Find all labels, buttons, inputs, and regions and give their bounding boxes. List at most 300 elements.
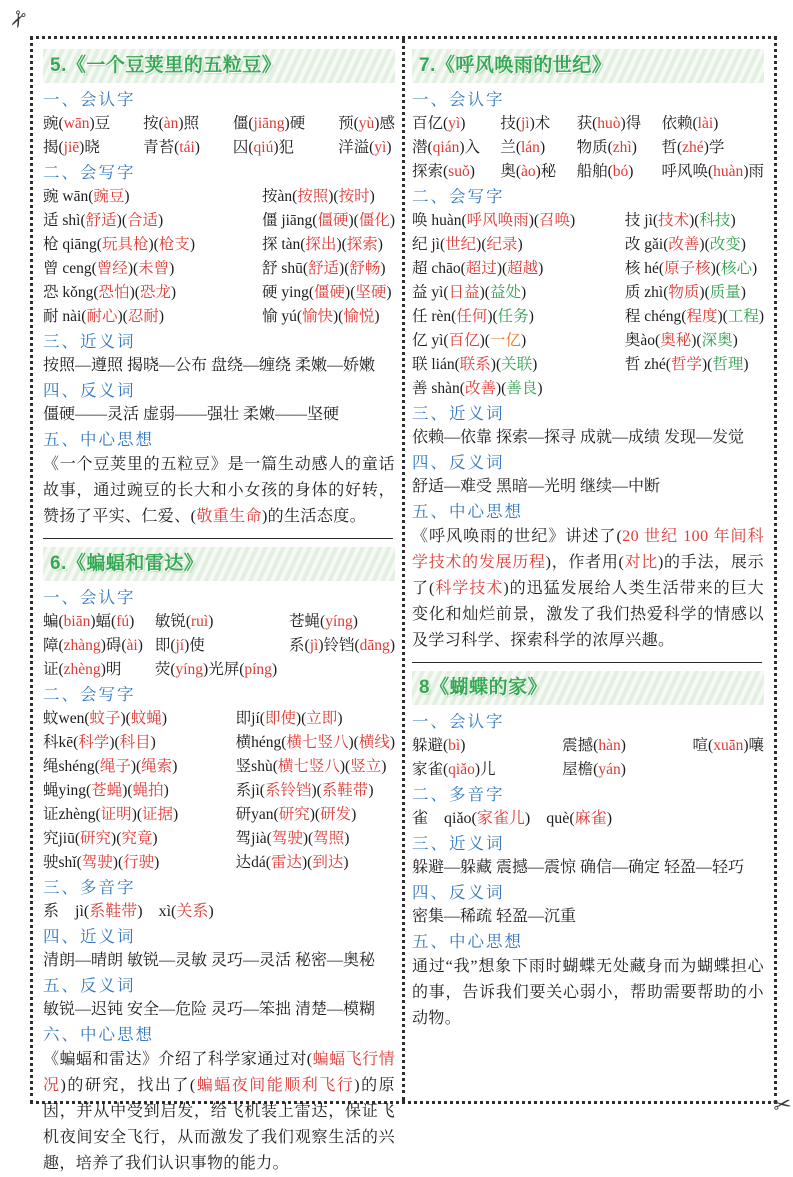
- subsection-heading: 二、会写字: [43, 685, 136, 704]
- word-pairs-line: [412, 856, 764, 880]
- vocab-item: [43, 610, 143, 634]
- text-segment: biān: [63, 613, 91, 630]
- subsection-heading: 四、反义词: [43, 381, 136, 400]
- text-segment: 蚊wen(: [43, 710, 90, 727]
- right-column: [406, 47, 770, 1097]
- text-segment: ruì: [190, 613, 209, 630]
- text-segment: )硬: [284, 115, 306, 132]
- text-segment: 呼风唤(: [661, 163, 714, 180]
- text-segment: )儿: [474, 761, 496, 778]
- text-segment: ): [170, 284, 177, 301]
- text-segment: )(: [717, 308, 728, 325]
- text-segment: 未曾: [138, 260, 170, 277]
- text-segment: 百亿: [448, 332, 480, 349]
- text-segment: 恐 kǒng(: [43, 284, 99, 301]
- text-segment: yù: [358, 115, 375, 132]
- text-segment: 震撼(: [562, 737, 599, 754]
- text-segment: ào: [521, 163, 536, 180]
- subsection-heading: 三、多音字: [43, 878, 136, 897]
- text-segment: 行驶: [123, 854, 155, 871]
- vocab-item: [412, 136, 480, 160]
- text-segment: 科学技术: [434, 580, 504, 597]
- text-segment: 系鞋带: [321, 782, 369, 799]
- summary-paragraph: [412, 954, 764, 1032]
- vocab-item: [155, 658, 277, 682]
- text-segment: 驶shǐ(: [43, 854, 82, 871]
- text-segment: )豆: [89, 115, 111, 132]
- text-segment: 蚊蝇: [130, 710, 162, 727]
- vocab-item: [262, 233, 395, 257]
- text-segment: 质 zhì(: [624, 284, 669, 301]
- vocab-item: [43, 658, 143, 682]
- text-segment: 硬 ying(: [261, 284, 315, 301]
- text-segment: qiǎo: [448, 761, 475, 778]
- text-segment: suǒ: [448, 163, 470, 180]
- text-segment: ) xì(: [137, 903, 177, 920]
- text-segment: 绳子: [99, 758, 131, 775]
- text-segment: 竖shù(: [235, 758, 278, 775]
- text-segment: 改善: [464, 380, 496, 397]
- text-segment: 程度: [686, 308, 718, 325]
- text-segment: 纪录: [486, 236, 518, 253]
- text-segment: ): [169, 260, 175, 277]
- text-segment: 揭(: [43, 139, 64, 156]
- text-segment: 耐 nài(: [43, 308, 87, 325]
- text-segment: 任务: [497, 308, 529, 325]
- text-segment: 探索: [346, 236, 378, 253]
- text-segment: 改变: [709, 236, 741, 253]
- text-segment: 奥秘: [660, 332, 692, 349]
- vocab-item: [562, 758, 626, 782]
- text-segment: ): [730, 212, 736, 229]
- text-segment: ): [129, 613, 135, 630]
- text-segment: ): [389, 734, 395, 751]
- vocab-grid: [43, 185, 395, 329]
- scissors-icon-top-left: ✂: [2, 5, 33, 33]
- vocab-item: [562, 734, 626, 758]
- vocab-item: [412, 257, 575, 281]
- vocab-item: [625, 257, 764, 281]
- vocab-item: [43, 281, 195, 305]
- text-segment: ): [344, 830, 350, 847]
- text-segment: 关系: [176, 903, 209, 920]
- text-segment: 苍蝇(: [289, 613, 326, 630]
- text-segment: )(: [479, 284, 490, 301]
- text-segment: àn: [163, 115, 179, 132]
- vocab-item: [262, 185, 395, 209]
- vocab-item: [693, 734, 764, 758]
- text-segment: 证zhèng(: [43, 806, 101, 823]
- text-segment: 舒适—难受 黑暗—光明 继续—中断: [412, 478, 661, 495]
- text-segment: 改 gǎi(: [624, 236, 669, 253]
- text-segment: 探出: [305, 236, 337, 253]
- text-segment: 程 chéng(: [624, 308, 687, 325]
- vocab-item: [500, 160, 556, 184]
- text-segment: 绳shéng(: [43, 758, 100, 775]
- text-segment: ): [208, 613, 214, 630]
- vocab-item: [338, 136, 395, 160]
- vocab-grid: [43, 610, 395, 682]
- text-segment: zhì: [612, 139, 632, 156]
- vocab-item: [262, 305, 395, 329]
- text-segment: )，作者用(: [545, 554, 625, 571]
- vocab-item: [625, 209, 764, 233]
- text-segment: 技 jì(: [624, 212, 659, 229]
- summary-paragraph: [43, 452, 395, 530]
- vocab-item: [625, 329, 764, 353]
- text-segment: jiē: [63, 139, 80, 156]
- text-segment: ): [532, 356, 538, 373]
- vocab-grid: [412, 734, 764, 782]
- text-segment: 亿 yì(: [412, 332, 449, 349]
- vocab-item: [43, 634, 143, 658]
- vocab-item: [43, 136, 110, 160]
- text-segment: ): [158, 212, 164, 229]
- text-segment: lán: [521, 139, 540, 156]
- text-segment: )(: [710, 260, 721, 277]
- text-segment: 任 rèn(: [412, 308, 457, 325]
- vocab-item: [43, 707, 178, 731]
- vocab-item: [662, 160, 764, 184]
- text-segment: 20 世纪 100 年间科学技术的发展历程: [412, 528, 765, 571]
- text-segment: ): [271, 661, 278, 678]
- vocab-item: [236, 779, 395, 803]
- vocab-item: [143, 112, 200, 136]
- text-segment: 僵 jiāng(: [261, 212, 318, 229]
- text-segment: 躲避(: [412, 737, 449, 754]
- text-segment: 科kē(: [43, 734, 79, 751]
- word-pairs-line: [412, 426, 764, 450]
- text-segment: 横héng(: [235, 734, 287, 751]
- vocab-item: [412, 329, 575, 353]
- vocab-item: [155, 634, 277, 658]
- text-segment: ): [137, 637, 143, 654]
- text-segment: )(: [528, 212, 540, 229]
- text-segment: )(: [333, 308, 344, 325]
- text-segment: )(: [117, 308, 128, 325]
- text-segment: 即使: [264, 710, 296, 727]
- text-segment: 究jiū(: [43, 830, 81, 847]
- text-segment: 囚(: [232, 139, 254, 156]
- vocab-item: [43, 185, 195, 209]
- text-segment: 船舶(: [576, 163, 613, 180]
- text-segment: yán: [598, 761, 621, 778]
- vocab-item: [233, 136, 305, 160]
- vocab-grid: [43, 112, 395, 160]
- text-segment: 蝙(: [43, 613, 64, 630]
- text-segment: )的迅猛发展给人类生活带来的巨大变化和灿烂前景，激发了我们热爱科学的情感以及学习科学、探索科学的浓厚兴趣。: [412, 580, 764, 649]
- text-segment: píng: [244, 661, 272, 678]
- text-segment: 潜(: [412, 139, 433, 156]
- text-segment: 深奥: [701, 332, 733, 349]
- text-segment: ): [539, 139, 546, 156]
- text-segment: 对比: [624, 554, 659, 571]
- text-segment: ): [163, 782, 169, 799]
- subsection-heading: 三、近义词: [412, 404, 505, 423]
- text-segment: ): [743, 356, 749, 373]
- summary-paragraph: [412, 524, 764, 654]
- word-pairs-line: [43, 354, 395, 378]
- text-segment: 曾 ceng(: [43, 260, 97, 277]
- text-segment: )(: [699, 284, 710, 301]
- word-pairs-line: [43, 949, 395, 973]
- subsection-heading: 四、反义词: [412, 883, 505, 902]
- vocab-item: [262, 281, 395, 305]
- subsection-heading: 一、会认字: [43, 588, 136, 607]
- vocab-item: [43, 305, 195, 329]
- text-segment: )(: [689, 212, 700, 229]
- text-segment: ): [740, 236, 746, 253]
- text-segment: yíng: [325, 613, 353, 630]
- text-segment: 忍耐: [127, 308, 159, 325]
- text-segment: 哲 zhé(: [624, 356, 671, 373]
- text-segment: )晓: [79, 139, 100, 156]
- text-segment: 奥ào(: [624, 332, 661, 349]
- text-segment: ): [460, 115, 466, 132]
- text-segment: jí: [175, 637, 185, 654]
- text-segment: ): [374, 308, 380, 325]
- section-divider: [43, 538, 393, 539]
- text-segment: 即jí(: [235, 710, 265, 727]
- text-segment: )(: [311, 782, 322, 799]
- text-segment: ): [381, 758, 387, 775]
- text-segment: ): [351, 806, 357, 823]
- text-segment: )(: [131, 806, 143, 823]
- vocab-item: [43, 112, 110, 136]
- text-segment: )(: [116, 212, 127, 229]
- text-segment: lài: [697, 115, 714, 132]
- text-segment: )(: [490, 356, 502, 373]
- text-segment: 百亿(: [412, 115, 449, 132]
- vocab-item: [43, 257, 195, 281]
- column-divider: [402, 39, 405, 1101]
- text-segment: 青苔(: [143, 139, 180, 156]
- word-pairs-line: [412, 905, 764, 929]
- text-segment: )嚷: [743, 737, 764, 754]
- text-segment: 敏锐(: [154, 613, 191, 630]
- text-segment: )雨: [743, 163, 764, 180]
- text-segment: ): [124, 188, 130, 205]
- section-title-s6: 6.《蝙蝠和雷达》: [43, 547, 395, 581]
- text-segment: 到达: [312, 854, 344, 871]
- text-segment: 系jì(: [235, 782, 265, 799]
- text-segment: xuān: [713, 737, 744, 754]
- text-segment: wān: [63, 115, 90, 132]
- text-segment: 麻雀: [574, 810, 607, 827]
- text-segment: 探索(: [412, 163, 449, 180]
- text-segment: 密集—稀疏 轻盈—沉重: [412, 908, 577, 925]
- text-segment: 证明: [100, 806, 132, 823]
- text-segment: 任何: [456, 308, 488, 325]
- text-segment: 枪支: [158, 236, 190, 253]
- text-segment: 依赖—依靠 探索—探寻 成就—成绩 发现—发觉: [412, 429, 745, 446]
- text-segment: 世纪: [445, 236, 477, 253]
- text-segment: 蝙蝠夜间能顺利飞行: [195, 1077, 355, 1094]
- text-segment: 驾照: [313, 830, 345, 847]
- text-segment: 驾驶: [81, 854, 113, 871]
- vocab-item: [233, 112, 305, 136]
- vocab-item: [236, 707, 395, 731]
- vocab-item: [43, 803, 178, 827]
- text-segment: ): [520, 284, 527, 301]
- text-segment: 雀 qiǎo(: [412, 810, 477, 827]
- text-segment: 超过: [465, 260, 497, 277]
- subsection-heading: 二、会写字: [412, 187, 505, 206]
- text-segment: 究竟: [121, 830, 153, 847]
- vocab-item: [577, 160, 642, 184]
- vocab-item: [412, 305, 575, 329]
- text-segment: 召唤: [539, 212, 571, 229]
- text-segment: 僵硬: [314, 284, 346, 301]
- vocab-item: [412, 209, 575, 233]
- text-segment: )(: [496, 260, 508, 277]
- vocab-item: [289, 610, 395, 634]
- text-segment: 舒 shū(: [261, 260, 309, 277]
- text-segment: ): [154, 854, 160, 871]
- text-segment: ): [369, 188, 375, 205]
- text-segment: 驾jià(: [235, 830, 272, 847]
- text-segment: 哲(: [661, 139, 683, 156]
- text-segment: )(: [487, 308, 498, 325]
- text-segment: 核 hé(: [624, 260, 665, 277]
- vocab-item: [412, 353, 575, 377]
- text-segment: ): [520, 332, 527, 349]
- text-segment: 《呼风唤雨的世纪》讲述了(: [412, 528, 623, 545]
- text-segment: )(: [111, 830, 122, 847]
- text-segment: 系 jì(: [43, 903, 90, 920]
- text-segment: zhé: [682, 139, 704, 156]
- text-segment: 僵硬: [317, 212, 349, 229]
- subsection-heading: 五、中心思想: [412, 932, 523, 951]
- vocab-item: [43, 779, 178, 803]
- subsection-heading: 三、近义词: [43, 332, 136, 351]
- text-segment: ): [528, 308, 534, 325]
- text-segment: 躲避—躲藏 震撼—震惊 确信—确定 轻盈—轻巧: [412, 859, 745, 876]
- vocab-item: [43, 755, 178, 779]
- text-segment: )秘: [535, 163, 557, 180]
- vocab-item: [577, 112, 642, 136]
- text-segment: 蝇拍: [132, 782, 164, 799]
- vocab-item: [43, 827, 178, 851]
- text-segment: ): [460, 737, 466, 754]
- text-segment: 恐怕: [98, 284, 130, 301]
- text-segment: 研发: [320, 806, 352, 823]
- text-segment: 纪 jì(: [412, 236, 446, 253]
- vocab-item: [338, 112, 395, 136]
- text-segment: ): [538, 260, 544, 277]
- text-segment: )(: [479, 332, 490, 349]
- text-segment: 枪 qiāng(: [43, 236, 102, 253]
- vocab-item: [262, 209, 395, 233]
- text-segment: 科目: [119, 734, 151, 751]
- text-segment: ): [172, 758, 178, 775]
- subsection-heading: 五、中心思想: [43, 430, 154, 449]
- text-segment: )(: [129, 284, 140, 301]
- text-segment: )(: [691, 332, 702, 349]
- text-segment: zhèng: [63, 661, 101, 678]
- text-segment: 联 lián(: [412, 356, 460, 373]
- text-segment: 科学: [78, 734, 110, 751]
- scissors-icon-bottom-right: ✂: [770, 1090, 793, 1119]
- text-segment: jì: [309, 637, 319, 654]
- text-segment: 按(: [143, 115, 164, 132]
- text-segment: fú: [116, 613, 130, 630]
- text-segment: )入: [459, 139, 481, 156]
- text-segment: ): [732, 332, 738, 349]
- text-segment: ): [152, 830, 158, 847]
- text-segment: 证据: [142, 806, 174, 823]
- text-segment: 按照—遵照 揭晓—公布 盘绕—缠绕 柔嫩—娇嫩: [43, 357, 376, 374]
- text-segment: )犯: [273, 139, 295, 156]
- text-segment: 按照: [297, 188, 329, 205]
- text-segment: 愉悦: [343, 308, 375, 325]
- text-segment: 科技: [699, 212, 731, 229]
- vocab-item: [412, 112, 480, 136]
- text-segment: ): [620, 737, 626, 754]
- text-segment: jì: [521, 115, 530, 132]
- text-segment: 呼风唤雨: [466, 212, 529, 229]
- text-segment: ): [570, 212, 576, 229]
- left-column: [37, 47, 401, 1172]
- text-segment: 荧(: [154, 661, 176, 678]
- vocab-item: [625, 233, 764, 257]
- text-segment: 技术: [658, 212, 690, 229]
- text-segment: 《一个豆荚里的五粒豆》是一篇生动感人的童话故事，通过豌豆的长大和小女孩的身体的好转，赞扬了平实、仁爱、(: [43, 456, 395, 525]
- text-segment: ): [389, 212, 395, 229]
- text-segment: 按时: [338, 188, 370, 205]
- vocab-item: [412, 758, 496, 782]
- text-segment: ): [620, 761, 626, 778]
- text-segment: )(: [127, 260, 139, 277]
- text-segment: 改善: [668, 236, 700, 253]
- text-segment: bì: [448, 737, 461, 754]
- text-segment: ): [189, 236, 196, 253]
- worksheet-sheet: [30, 36, 777, 1172]
- text-segment: )光屏(: [203, 661, 245, 678]
- text-segment: 恐龙: [139, 284, 171, 301]
- text-segment: 研究: [278, 806, 310, 823]
- text-segment: 超越: [507, 260, 539, 277]
- text-segment: 蝙蝠飞行情况: [43, 1051, 395, 1094]
- text-segment: )照: [178, 115, 200, 132]
- text-segment: 合适: [126, 212, 158, 229]
- text-segment: ): [713, 115, 719, 132]
- text-segment: 蝇ying(: [43, 782, 92, 799]
- text-segment: ): [751, 260, 758, 277]
- text-segment: 喧(: [692, 737, 714, 754]
- text-segment: 哲理: [712, 356, 744, 373]
- text-segment: )(: [348, 734, 359, 751]
- text-segment: )感: [374, 115, 395, 132]
- text-segment: hàn: [598, 737, 621, 754]
- text-segment: huò: [597, 115, 621, 132]
- vocab-grid: [43, 707, 395, 875]
- subsection-heading: 四、近义词: [43, 927, 136, 946]
- text-segment: ): [343, 854, 349, 871]
- text-segment: yíng: [175, 661, 204, 678]
- vocab-item: [577, 136, 642, 160]
- vocab-item: [143, 136, 200, 160]
- text-segment: zhàng: [63, 637, 101, 654]
- vocab-item: [43, 209, 195, 233]
- text-segment: 横七竖八: [286, 734, 349, 751]
- text-segment: ): [377, 236, 383, 253]
- text-segment: 蚊子: [89, 710, 121, 727]
- text-segment: yì: [374, 139, 387, 156]
- text-segment: 舒畅: [349, 260, 381, 277]
- text-segment: ): [158, 308, 165, 325]
- subsection-heading: 二、会写字: [43, 163, 136, 182]
